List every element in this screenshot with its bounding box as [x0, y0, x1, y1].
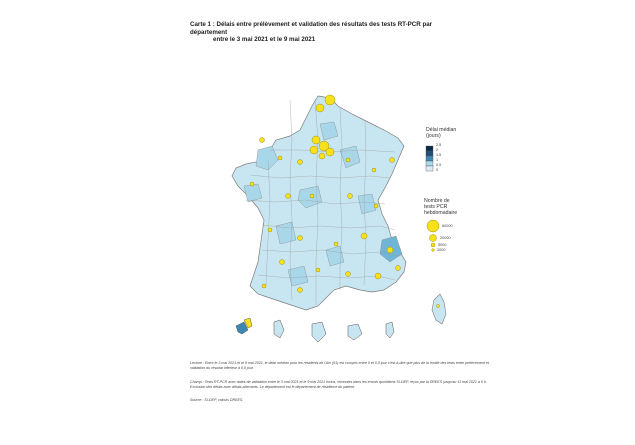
bubble: [326, 148, 334, 156]
legend-bubble-5000: [431, 243, 435, 247]
champ-note: Champ : Tests RT-PCR avec dates de validation entre le 3 mai 2021 et le 9 mai 2021 inclus, remontés dans les envois quotidiens SI-DEP, reçus par la DREES jusqu'au 11 mai 2021 à 5 h. Exclusion des délais avec délais aberrants. Le département est le département de résidence du patient.: [190, 380, 487, 389]
guyane-shape: [312, 322, 326, 342]
title-line-2: entre le 3 mai 2021 et le 9 mai 2021: [213, 36, 316, 43]
legend-bubble-2000: [432, 249, 435, 252]
title-line-1: Carte 1 : Délais entre prélèvement et validation des résultats des tests RT-PCR par département: [190, 21, 433, 36]
bubble: [260, 138, 265, 143]
legend-swatch-2: [426, 151, 433, 156]
bubble: [346, 272, 351, 277]
bubble: [268, 228, 272, 232]
bubble: [346, 158, 350, 162]
legend-swatch-1: [426, 161, 433, 166]
tests-label-5000: 5000: [438, 243, 447, 247]
lecture-note: Lecture : Entre le 3 mai 2021 et le 9 mai 2021, le délai médian pour les résidents de l'Ain (01) est compris entre 0 et 0,5 jour c'est-à-dire que plus de la moitié des tests entre prélèvement et validation du résultat inférieur à 0,5 jour.: [190, 361, 489, 370]
delay-legend-title: Délai médian (jours): [426, 127, 457, 139]
bubble: [250, 182, 254, 186]
delay-label-1-5: 1.5: [436, 153, 442, 157]
bubble: [262, 284, 266, 288]
overseas-departments: [236, 318, 394, 342]
bubble: [298, 160, 303, 165]
bubble: [390, 158, 395, 163]
bubble: [319, 153, 325, 159]
bubble: [387, 247, 393, 253]
mayotte-shape: [386, 322, 394, 338]
bubble: [316, 268, 320, 272]
bubble: [298, 236, 303, 241]
legend-swatch-1-5: [426, 156, 433, 161]
legend-swatch-2-5: [426, 146, 433, 151]
martinique-shape: [274, 320, 284, 338]
reunion-shape: [348, 324, 362, 340]
legend-swatch-0-5: [426, 166, 433, 171]
tests-label-2000: 2000: [437, 248, 446, 252]
bubble: [372, 168, 376, 172]
corsica-shape: [432, 294, 446, 324]
delay-label-2-5: 2.5: [436, 143, 442, 147]
tests-label-60000: 60000: [442, 224, 453, 228]
legend-bubble-60000: [427, 220, 439, 232]
bubble: [286, 194, 291, 199]
bubble: [437, 305, 440, 308]
delay-legend-swatches: [426, 146, 433, 171]
bubble: [280, 260, 285, 265]
delay-label-0: 0: [436, 168, 439, 172]
bubble: [298, 288, 303, 293]
tests-legend-title: Nombre de tests PCR hebdomadaire: [424, 198, 458, 216]
bubble: [310, 146, 318, 154]
delay-label-2: 2: [436, 148, 439, 152]
bubble: [325, 95, 335, 105]
bubble: [348, 194, 353, 199]
legend-bubble-20000: [430, 235, 437, 242]
bubble: [316, 104, 324, 112]
bubble: [374, 204, 378, 208]
bubble: [361, 233, 367, 239]
bubble: [312, 136, 320, 144]
delay-label-1: 1: [436, 158, 439, 162]
delay-label-0-5: 0.5: [436, 163, 442, 167]
source-note: Source : SI-DEP, calculs DREES.: [190, 398, 244, 402]
tests-label-20000: 20000: [440, 236, 451, 240]
bubble: [375, 273, 381, 279]
bubble: [278, 156, 282, 160]
bubble: [396, 266, 401, 271]
bubble: [334, 242, 338, 246]
bubble: [310, 194, 314, 198]
